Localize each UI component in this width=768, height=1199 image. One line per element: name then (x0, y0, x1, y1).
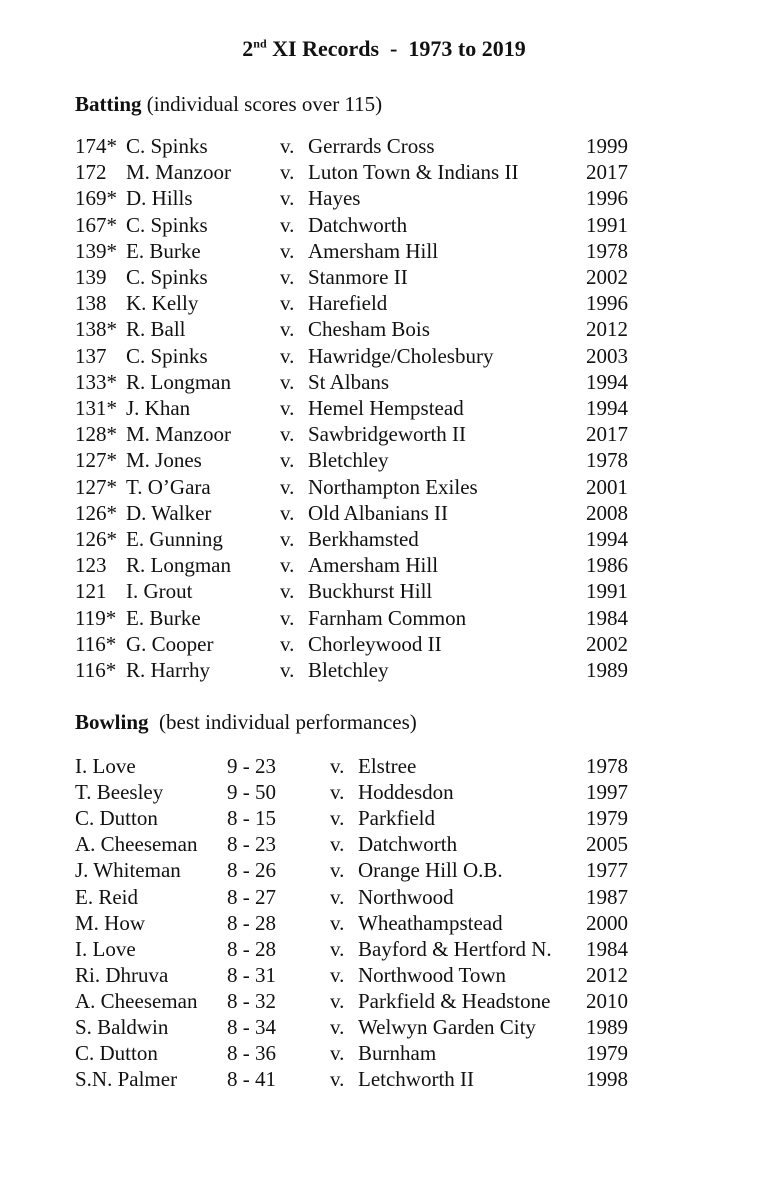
bowling-versus: v. (330, 754, 345, 778)
batting-opponent: Berkhamsted (308, 527, 419, 551)
batting-player: R. Longman (126, 369, 231, 394)
batting-row (0, 264, 768, 290)
bowling-player: I. Love (75, 754, 136, 778)
batting-player: R. Longman (126, 553, 231, 578)
bowling-player: Ri. Dhruva (75, 962, 169, 987)
batting-year: 2001 (586, 474, 628, 499)
bowling-figures: 8 - 26 (227, 858, 276, 883)
batting-row (0, 578, 768, 604)
batting-versus: v. (280, 527, 295, 551)
batting-player: M. Manzoor (126, 160, 231, 185)
bowling-row (0, 1040, 768, 1066)
batting-opponent: Amersham Hill (308, 238, 439, 263)
bowling-versus: v. (330, 884, 345, 909)
bowling-player: C. Dutton (75, 806, 158, 831)
bowling-year: 1978 (586, 754, 628, 778)
batting-player: K. Kelly (126, 291, 199, 316)
bowling-versus: v. (330, 832, 345, 857)
batting-player: R. Harrhy (126, 658, 210, 682)
batting-player: C. Spinks (126, 265, 208, 289)
batting-year: 1991 (586, 579, 628, 604)
bowling-year: 1997 (586, 780, 628, 805)
batting-year: 1989 (586, 658, 628, 682)
batting-row (0, 159, 768, 185)
bowling-opponent: Northwood (358, 884, 454, 909)
bowling-versus: v. (330, 1015, 345, 1039)
batting-score: 121 (75, 579, 107, 604)
batting-opponent: Farnham Common (308, 605, 467, 630)
batting-score: 128* (75, 422, 117, 447)
bowling-row (0, 805, 768, 831)
bowling-year: 2000 (586, 910, 628, 935)
batting-player: D. Walker (126, 500, 212, 525)
bowling-opponent: Datchworth (358, 832, 458, 857)
batting-year: 2002 (586, 631, 628, 656)
batting-opponent: Bletchley (308, 448, 389, 473)
batting-year: 1996 (586, 186, 628, 211)
bowling-versus: v. (330, 858, 345, 883)
batting-opponent: Stanmore II (308, 265, 408, 289)
bowling-figures: 8 - 31 (227, 962, 276, 987)
batting-opponent: Chesham Bois (308, 317, 430, 342)
batting-row (0, 631, 768, 657)
bowling-player: A. Cheeseman (75, 832, 198, 857)
batting-player: C. Spinks (126, 134, 208, 158)
batting-versus: v. (280, 396, 295, 420)
batting-score: 139* (75, 238, 117, 263)
bowling-versus: v. (330, 910, 345, 935)
batting-heading-bold: Batting (75, 92, 142, 116)
batting-player: M. Manzoor (126, 422, 231, 447)
bowling-versus: v. (330, 988, 345, 1013)
title-superscript: nd (253, 36, 267, 51)
bowling-figures: 8 - 41 (227, 1067, 276, 1092)
bowling-row (0, 857, 768, 883)
batting-score: 133* (75, 369, 117, 394)
bowling-figures: 8 - 27 (227, 884, 276, 909)
batting-opponent: St Albans (308, 369, 390, 394)
batting-versus: v. (280, 160, 295, 185)
bowling-figures: 8 - 15 (227, 806, 276, 831)
bowling-figures: 8 - 34 (227, 1015, 276, 1039)
batting-versus: v. (280, 212, 295, 237)
batting-opponent: Buckhurst Hill (308, 579, 433, 604)
bowling-player: A. Cheeseman (75, 988, 198, 1013)
bowling-heading (75, 710, 417, 735)
batting-versus: v. (280, 265, 295, 289)
batting-opponent: Northampton Exiles (308, 474, 478, 499)
bowling-figures: 8 - 28 (227, 910, 276, 935)
batting-year: 2008 (586, 500, 628, 525)
bowling-player: I. Love (75, 936, 136, 961)
bowling-opponent: Parkfield (358, 806, 435, 831)
batting-score: 131* (75, 396, 117, 420)
batting-opponent: Hayes (308, 186, 361, 211)
bowling-player: S.N. Palmer (75, 1067, 178, 1092)
batting-score: 174* (75, 134, 117, 158)
batting-opponent: Gerrards Cross (308, 134, 435, 158)
batting-row (0, 474, 768, 500)
batting-versus: v. (280, 448, 295, 473)
bowling-opponent: Burnham (358, 1041, 437, 1066)
batting-year: 2002 (586, 265, 628, 289)
batting-player: I. Grout (126, 579, 193, 604)
bowling-player: T. Beesley (75, 780, 164, 805)
title-rest: XI Records - 1973 to 2019 (266, 36, 526, 61)
batting-versus: v. (280, 369, 295, 394)
batting-opponent: Amersham Hill (308, 553, 439, 578)
bowling-opponent: Parkfield & Headstone (358, 988, 551, 1013)
batting-versus: v. (280, 553, 295, 578)
batting-row (0, 395, 768, 421)
bowling-year: 2010 (586, 988, 628, 1013)
batting-year: 1994 (586, 396, 628, 420)
batting-opponent: Hawridge/Cholesbury (308, 343, 494, 368)
batting-row (0, 500, 768, 526)
batting-year: 1994 (586, 369, 628, 394)
batting-row (0, 421, 768, 447)
bowling-versus: v. (330, 936, 345, 961)
batting-year: 1994 (586, 527, 628, 551)
batting-year: 1978 (586, 448, 628, 473)
batting-row (0, 447, 768, 473)
batting-player: E. Burke (126, 238, 201, 263)
bowling-player: J. Whiteman (75, 858, 181, 883)
batting-year: 2003 (586, 343, 628, 368)
batting-versus: v. (280, 474, 295, 499)
batting-score: 169* (75, 186, 117, 211)
batting-versus: v. (280, 605, 295, 630)
bowling-figures: 8 - 36 (227, 1041, 276, 1066)
batting-score: 123 (75, 553, 107, 578)
batting-year: 1999 (586, 134, 628, 158)
batting-row (0, 238, 768, 264)
batting-player: C. Spinks (126, 212, 208, 237)
bowling-player: S. Baldwin (75, 1015, 169, 1039)
bowling-player: M. How (75, 910, 146, 935)
batting-opponent: Bletchley (308, 658, 389, 682)
bowling-year: 1984 (586, 936, 628, 961)
bowling-opponent: Orange Hill O.B. (358, 858, 503, 883)
page-title (0, 36, 768, 62)
batting-versus: v. (280, 658, 295, 682)
batting-year: 1978 (586, 238, 628, 263)
bowling-year: 1987 (586, 884, 628, 909)
bowling-figures: 9 - 23 (227, 754, 276, 778)
batting-versus: v. (280, 134, 295, 158)
bowling-opponent: Wheathampstead (358, 910, 503, 935)
batting-row (0, 290, 768, 316)
batting-score: 116* (75, 631, 117, 656)
bowling-versus: v. (330, 1041, 345, 1066)
bowling-player: C. Dutton (75, 1041, 158, 1066)
batting-subheading: (individual scores over 115) (141, 92, 383, 116)
bowling-row (0, 962, 768, 988)
batting-year: 2017 (586, 160, 628, 185)
bowling-figures: 8 - 23 (227, 832, 276, 857)
batting-row (0, 343, 768, 369)
batting-score: 116* (75, 658, 117, 682)
batting-player: G. Cooper (126, 631, 214, 656)
batting-row (0, 369, 768, 395)
batting-player: C. Spinks (126, 343, 208, 368)
bowling-row (0, 936, 768, 962)
bowling-row (0, 753, 768, 779)
bowling-versus: v. (330, 806, 345, 831)
bowling-opponent: Welwyn Garden City (358, 1015, 536, 1039)
batting-row (0, 657, 768, 683)
bowling-figures: 8 - 28 (227, 936, 276, 961)
bowling-figures: 9 - 50 (227, 780, 276, 805)
bowling-year: 1998 (586, 1067, 628, 1092)
batting-row (0, 605, 768, 631)
batting-heading (75, 92, 382, 117)
batting-score: 127* (75, 448, 117, 473)
batting-versus: v. (280, 631, 295, 656)
batting-versus: v. (280, 317, 295, 342)
bowling-row (0, 779, 768, 805)
bowling-row (0, 884, 768, 910)
bowling-row (0, 988, 768, 1014)
batting-player: E. Gunning (126, 527, 223, 551)
batting-row (0, 552, 768, 578)
batting-versus: v. (280, 579, 295, 604)
bowling-year: 2005 (586, 832, 628, 857)
bowling-versus: v. (330, 962, 345, 987)
batting-player: J. Khan (126, 396, 191, 420)
batting-player: R. Ball (126, 317, 186, 342)
bowling-player: E. Reid (75, 884, 138, 909)
batting-opponent: Datchworth (308, 212, 408, 237)
bowling-year: 1977 (586, 858, 628, 883)
batting-versus: v. (280, 238, 295, 263)
batting-year: 1991 (586, 212, 628, 237)
batting-versus: v. (280, 291, 295, 316)
bowling-row (0, 1066, 768, 1092)
batting-opponent: Luton Town & Indians II (308, 160, 519, 185)
batting-versus: v. (280, 186, 295, 211)
batting-player: T. O’Gara (126, 474, 211, 499)
bowling-row (0, 831, 768, 857)
batting-score: 138 (75, 291, 107, 316)
batting-versus: v. (280, 500, 295, 525)
bowling-heading-bold: Bowling (75, 710, 149, 734)
batting-score: 138* (75, 317, 117, 342)
batting-score: 126* (75, 527, 117, 551)
bowling-versus: v. (330, 1067, 345, 1092)
batting-score: 137 (75, 343, 107, 368)
batting-opponent: Sawbridgeworth II (308, 422, 467, 447)
bowling-year: 1979 (586, 806, 628, 831)
title-prefix: 2 (242, 36, 254, 61)
batting-year: 1984 (586, 605, 628, 630)
batting-opponent: Chorleywood II (308, 631, 442, 656)
batting-opponent: Harefield (308, 291, 388, 316)
batting-player: E. Burke (126, 605, 201, 630)
bowling-opponent: Elstree (358, 754, 417, 778)
bowling-subheading: (best individual performances) (148, 710, 417, 734)
bowling-opponent: Bayford & Hertford N. (358, 936, 552, 961)
batting-year: 2012 (586, 317, 628, 342)
bowling-year: 2012 (586, 962, 628, 987)
bowling-versus: v. (330, 780, 345, 805)
batting-score: 139 (75, 265, 107, 289)
bowling-row (0, 910, 768, 936)
bowling-year: 1989 (586, 1015, 628, 1039)
bowling-year: 1979 (586, 1041, 628, 1066)
batting-score: 127* (75, 474, 117, 499)
batting-score: 172 (75, 160, 107, 185)
batting-row (0, 185, 768, 211)
bowling-row (0, 1014, 768, 1040)
batting-opponent: Old Albanians II (308, 500, 448, 525)
batting-opponent: Hemel Hempstead (308, 396, 464, 420)
batting-score: 167* (75, 212, 117, 237)
batting-player: M. Jones (126, 448, 202, 473)
batting-score: 119* (75, 605, 117, 630)
batting-year: 1996 (586, 291, 628, 316)
batting-year: 1986 (586, 553, 628, 578)
batting-row (0, 526, 768, 552)
batting-year: 2017 (586, 422, 628, 447)
batting-score: 126* (75, 500, 117, 525)
batting-versus: v. (280, 422, 295, 447)
bowling-figures: 8 - 32 (227, 988, 276, 1013)
batting-row (0, 133, 768, 159)
bowling-opponent: Hoddesdon (358, 780, 454, 805)
batting-player: D. Hills (126, 186, 193, 211)
batting-row (0, 316, 768, 342)
bowling-opponent: Northwood Town (358, 962, 507, 987)
batting-versus: v. (280, 343, 295, 368)
batting-row (0, 212, 768, 238)
bowling-opponent: Letchworth II (358, 1067, 475, 1092)
